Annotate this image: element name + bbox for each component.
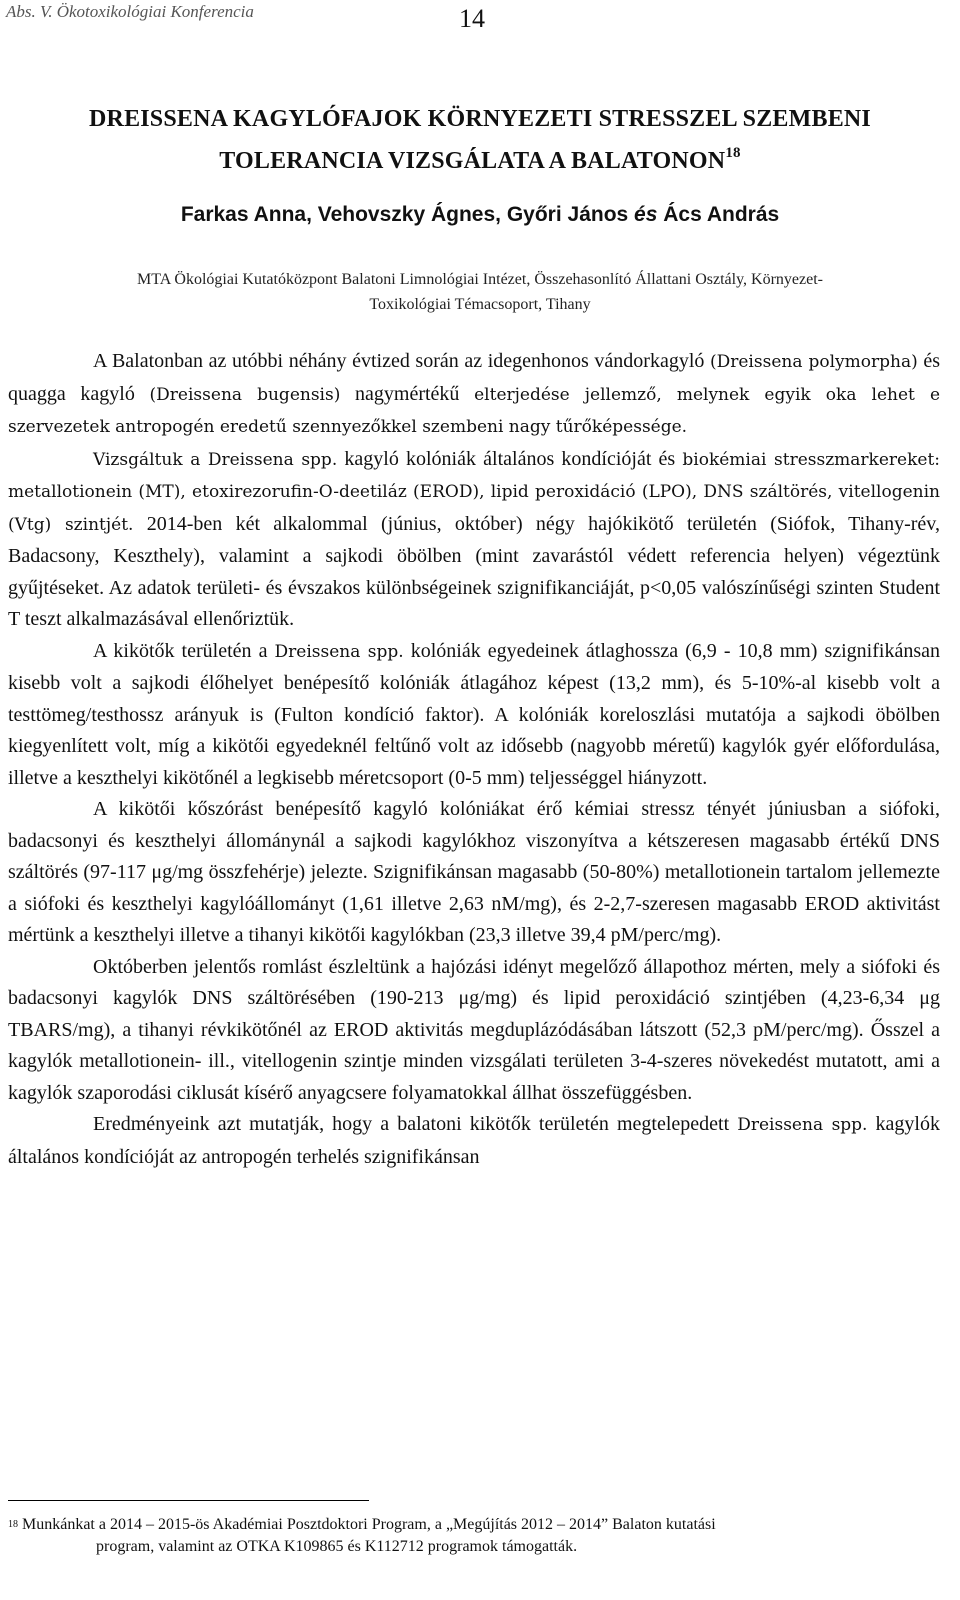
p1-text-d: elterjedése jellemző, melynek egyik oka lehet e szervezetek antropogén eredetű szennyezőkkel szembeni nagy tűrőképessége. [8,384,941,437]
authors-part-1: Farkas Anna, Vehovszky Ágnes, Győri János [180,203,635,226]
page-number: 14 [459,4,485,33]
p1-species-1: (Dreissena polymorpha) [709,352,918,372]
footnote [8,1514,940,1558]
p1-text-a: A Balatonban az utóbbi néhány évtized során az idegenhonos vándorkagyló [93,350,710,372]
p6-text-a: Eredményeink azt mutatják, hogy a balatoni kikötők területén megtelepedett [93,1113,738,1135]
footnote-line-2: program, valamint az OTKA K109865 és K112712 programok támogatták. [96,1538,578,1555]
p3-text-b: kolóniák egyedeinek átlaghossza (6,9 - 10,8 mm) szignifikánsan kisebb volt a sajkodi élőhelyet benépesítő kolóniák átlagához képest (13,2 mm), és 5-10%-al kisebb volt a testtömeg/testhossz arányuk is (Fulton kondíció faktor). A kolóniák koreloszlási mutatója a sajkodi öbölben kiegyenlített volt, míg a kikötői egyedeknél feltűnő volt az idősebb (nagyobb méretű) kagylók gyér előfordulása, illetve a keszthelyi kikötőnél a legkisebb méretcsoport (0-5 mm) teljességgel hiányzott. [8,639,940,789]
p3-species: Dreissena spp. [274,641,404,662]
footnote-line-1: Munkánkat a 2014 – 2015-ös Akadémiai Posztdoktori Program, a „Megújítás 2012 – 2014” Balaton kutatási [18,1516,716,1533]
p3-text-a: A kikötők területén a [93,639,275,662]
p2-text-b: 2014-ben két alkalommal (június, október) négy hajókikötő területén (Siófok, Tihany-rév, Badacsony, Keszthely), valamint a sajkodi öbölben (mint zavarástól védett referencia helyen) végeztünk gyűjtéseket. Az adatok területi- és évszakos különbségeinek szignifikanciáját, p<0,05 valószínűségi szinten Student T teszt alkalmazásával ellenőriztük. [8,512,940,630]
paragraph-4: A kikötői kőszórást benépesítő kagyló kolóniákat érő kémiai stressz tényét júniusban a siófoki, badacsonyi és keszthelyi állománynál a sajkodi kagylókhoz viszonyítva a kétszeresen magasabb értékű DNS száltörés (97-117 μg/mg összfehérje) jelezte. Szignifikánsan magasabb (50-80%) metallotionein tartalom jellemezte a siófoki és keszthelyi kagylóállományt (1,61 illetve 2,63 nM/mg), és 2-2,7-szeresen magasabb EROD aktivitást mértünk a keszthelyi illetve a tihanyi kikötői kagylókban (23,3 illetve 39,4 pM/perc/mg). [8,798,940,946]
paragraph-6 [8,1109,940,1173]
author-list [0,203,960,227]
p2-text-g: Vizsgáltuk a Dreissena spp. [93,449,338,470]
p1-text-c: nagymértékű [340,382,475,405]
p6-text-b: kagylók általános kondícióját az antropogén terhelés szignifikánsan [8,1113,940,1168]
affiliation-line-1: MTA Ökológiai Kutatóközpont Balatoni Limnológiai Intézet, Összehasonlító Állattani Osztály, Környezet- [137,271,823,288]
footnote-mark: 18 [8,1519,18,1530]
affiliation-line-2: Toxikológiai Témacsoport, Tihany [369,296,591,313]
p6-species: Dreissena spp. [737,1115,868,1135]
paragraph-5: Októberben jelentős romlást észleltünk a hajózási idényt megelőző állapothoz mérten, mely a siófoki és badacsonyi kagylók DNS száltörésében (190-213 μg/mg) és lipid peroxidáció szintjében (4,23-6,34 μg TBARS/mg), a tihanyi révkikötőnél az EROD aktivitás megduplázódásában látszott (52,3 pM/perc/mg). Ősszel a kagylók metallotionein- ill., vitellogenin szintje minden vizsgálati területen 3-4-szeres növekedést mutatott, ami a kagylók szaporodási ciklusát kísérő anyagcsere folyamatokkal állhat összefüggésben. [8,955,940,1104]
p2-text-a: kagyló kolóniák általános kondícióját és [337,447,683,470]
affiliation [20,267,940,317]
paragraph-3 [8,636,940,795]
authors-part-2: Ács András [657,203,780,226]
title-line-2 [0,140,960,182]
paragraph-2 [8,444,940,636]
paper-title [0,98,960,182]
p1-text-b: és quagga kagyló [8,350,940,405]
p2-text-g2: biokémiai stresszmarkereket: metallotionein (MT), etoxirezorufin-O-deetiláz (EROD), lipid peroxidáció (LPO), DNS száltörés, vitellogenin (Vtg) szintjét. [8,449,941,535]
footnote-divider [8,1500,369,1501]
title-footnote-mark: 18 [725,145,741,161]
paragraph-1 [8,346,940,444]
abstract-body [8,346,940,1173]
authors-conjunction: és [634,203,658,226]
title-line-2-text: TOLERANCIA VIZSGÁLATA A BALATONON [219,148,726,174]
title-line-1: DREISSENA KAGYLÓFAJOK KÖRNYEZETI STRESSZEL SZEMBENI [89,106,871,132]
running-header: Abs. V. Ökotoxikológiai Konferencia [6,2,254,21]
p1-species-2: (Dreissena bugensis) [149,384,341,405]
